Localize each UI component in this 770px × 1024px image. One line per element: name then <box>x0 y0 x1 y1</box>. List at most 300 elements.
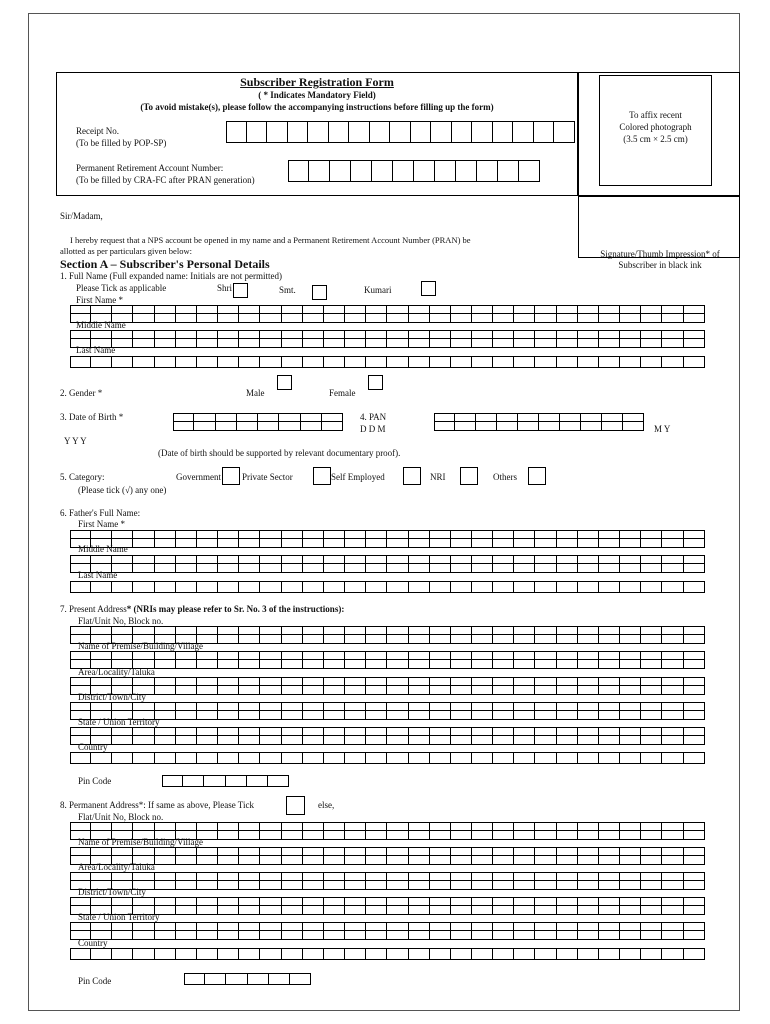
char-cell[interactable] <box>578 686 599 695</box>
char-cell[interactable] <box>155 897 176 906</box>
char-cell[interactable] <box>112 530 133 539</box>
char-cell[interactable] <box>431 121 452 143</box>
char-cell[interactable] <box>409 711 430 720</box>
char-cell[interactable] <box>387 872 408 881</box>
char-cell[interactable] <box>176 702 197 711</box>
char-cell[interactable] <box>282 897 303 906</box>
char-cell[interactable] <box>260 711 281 720</box>
char-cell[interactable] <box>345 539 366 548</box>
char-cell[interactable] <box>430 555 451 564</box>
char-cell[interactable] <box>451 635 472 644</box>
char-cell[interactable] <box>197 897 218 906</box>
char-cell[interactable] <box>218 660 239 669</box>
char-cell[interactable] <box>133 727 154 736</box>
char-cell[interactable] <box>366 881 387 890</box>
char-cell[interactable] <box>282 702 303 711</box>
char-cell[interactable] <box>641 539 662 548</box>
char-cell[interactable] <box>133 555 154 564</box>
char-cell[interactable] <box>387 822 408 831</box>
char-cell[interactable] <box>514 831 535 840</box>
char-cell[interactable] <box>472 530 493 539</box>
char-cell[interactable] <box>493 931 514 940</box>
char-cell[interactable] <box>366 356 387 368</box>
char-cell[interactable] <box>260 314 281 323</box>
char-cell[interactable] <box>620 539 641 548</box>
char-cell[interactable] <box>197 872 218 881</box>
char-cell[interactable] <box>176 356 197 368</box>
char-cell[interactable] <box>218 635 239 644</box>
char-cell[interactable] <box>578 711 599 720</box>
char-cell[interactable] <box>366 831 387 840</box>
char-cell[interactable] <box>641 897 662 906</box>
char-cell[interactable] <box>282 736 303 745</box>
char-cell[interactable] <box>641 856 662 865</box>
char-cell[interactable] <box>218 530 239 539</box>
char-cell[interactable] <box>451 314 472 323</box>
char-cell[interactable] <box>662 635 683 644</box>
char-cell[interactable] <box>641 881 662 890</box>
char-cell[interactable] <box>662 677 683 686</box>
char-cell[interactable] <box>176 305 197 314</box>
char-cell[interactable] <box>535 660 556 669</box>
char-cell[interactable] <box>282 356 303 368</box>
char-cell[interactable] <box>472 564 493 573</box>
char-cell[interactable] <box>303 702 324 711</box>
char-cell[interactable] <box>133 822 154 831</box>
char-cell[interactable] <box>260 872 281 881</box>
char-cell[interactable] <box>662 702 683 711</box>
char-cell[interactable] <box>599 831 620 840</box>
char-cell[interactable] <box>493 831 514 840</box>
char-cell[interactable] <box>684 872 705 881</box>
char-cell[interactable] <box>535 305 556 314</box>
char-cell[interactable] <box>112 948 133 960</box>
char-cell[interactable] <box>260 564 281 573</box>
char-cell[interactable] <box>303 530 324 539</box>
char-cell[interactable] <box>260 727 281 736</box>
char-cell[interactable] <box>387 711 408 720</box>
char-cell[interactable] <box>112 702 133 711</box>
char-cell[interactable] <box>303 881 324 890</box>
char-cell[interactable] <box>133 752 154 764</box>
char-cell[interactable] <box>239 564 260 573</box>
char-cell[interactable] <box>155 677 176 686</box>
char-cell[interactable] <box>560 413 581 422</box>
char-cell[interactable] <box>409 906 430 915</box>
char-cell[interactable] <box>387 555 408 564</box>
char-cell[interactable] <box>155 626 176 635</box>
char-cell[interactable] <box>133 931 154 940</box>
char-cell[interactable] <box>684 356 705 368</box>
char-cell[interactable] <box>599 305 620 314</box>
char-cell[interactable] <box>578 635 599 644</box>
char-cell[interactable] <box>324 339 345 348</box>
char-cell[interactable] <box>288 121 309 143</box>
char-cell[interactable] <box>684 906 705 915</box>
char-cell[interactable] <box>239 922 260 931</box>
char-cell[interactable] <box>218 822 239 831</box>
char-cell[interactable] <box>409 752 430 764</box>
char-cell[interactable] <box>472 314 493 323</box>
char-cell[interactable] <box>282 530 303 539</box>
char-cell[interactable] <box>514 305 535 314</box>
char-cell[interactable] <box>91 702 112 711</box>
char-cell[interactable] <box>70 626 91 635</box>
char-cell[interactable] <box>387 897 408 906</box>
char-cell[interactable] <box>451 530 472 539</box>
char-cell[interactable] <box>599 555 620 564</box>
char-cell[interactable] <box>578 581 599 593</box>
char-cell[interactable] <box>514 948 535 960</box>
char-cell[interactable] <box>303 555 324 564</box>
q7-premise-input[interactable] <box>70 651 705 669</box>
char-cell[interactable] <box>451 555 472 564</box>
char-cell[interactable] <box>324 931 345 940</box>
char-cell[interactable] <box>599 931 620 940</box>
char-cell[interactable] <box>599 752 620 764</box>
char-cell[interactable] <box>248 973 269 985</box>
char-cell[interactable] <box>133 314 154 323</box>
char-cell[interactable] <box>518 422 539 431</box>
char-cell[interactable] <box>112 305 133 314</box>
char-cell[interactable] <box>535 581 556 593</box>
char-cell[interactable] <box>387 677 408 686</box>
char-cell[interactable] <box>599 822 620 831</box>
char-cell[interactable] <box>620 626 641 635</box>
char-cell[interactable] <box>290 973 311 985</box>
char-cell[interactable] <box>409 555 430 564</box>
char-cell[interactable] <box>70 702 91 711</box>
char-cell[interactable] <box>324 530 345 539</box>
char-cell[interactable] <box>493 314 514 323</box>
char-cell[interactable] <box>197 581 218 593</box>
char-cell[interactable] <box>345 856 366 865</box>
char-cell[interactable] <box>345 356 366 368</box>
char-cell[interactable] <box>176 897 197 906</box>
char-cell[interactable] <box>599 530 620 539</box>
char-cell[interactable] <box>662 330 683 339</box>
char-cell[interactable] <box>455 413 476 422</box>
char-cell[interactable] <box>557 736 578 745</box>
char-cell[interactable] <box>662 686 683 695</box>
char-cell[interactable] <box>133 305 154 314</box>
char-cell[interactable] <box>260 922 281 931</box>
char-cell[interactable] <box>578 702 599 711</box>
char-cell[interactable] <box>91 356 112 368</box>
char-cell[interactable] <box>620 847 641 856</box>
char-cell[interactable] <box>324 626 345 635</box>
char-cell[interactable] <box>282 686 303 695</box>
char-cell[interactable] <box>282 856 303 865</box>
char-cell[interactable] <box>662 906 683 915</box>
char-cell[interactable] <box>349 121 370 143</box>
char-cell[interactable] <box>578 651 599 660</box>
char-cell[interactable] <box>578 922 599 931</box>
male-checkbox[interactable] <box>277 375 292 390</box>
char-cell[interactable] <box>662 555 683 564</box>
char-cell[interactable] <box>279 413 300 422</box>
char-cell[interactable] <box>218 856 239 865</box>
char-cell[interactable] <box>472 897 493 906</box>
char-cell[interactable] <box>513 121 534 143</box>
gov-checkbox[interactable] <box>222 467 240 485</box>
char-cell[interactable] <box>176 872 197 881</box>
char-cell[interactable] <box>387 727 408 736</box>
char-cell[interactable] <box>557 702 578 711</box>
q7-area-input[interactable] <box>70 677 705 695</box>
char-cell[interactable] <box>133 356 154 368</box>
char-cell[interactable] <box>451 752 472 764</box>
char-cell[interactable] <box>324 356 345 368</box>
char-cell[interactable] <box>493 922 514 931</box>
char-cell[interactable] <box>493 530 514 539</box>
char-cell[interactable] <box>662 752 683 764</box>
char-cell[interactable] <box>366 702 387 711</box>
char-cell[interactable] <box>684 752 705 764</box>
char-cell[interactable] <box>366 635 387 644</box>
char-cell[interactable] <box>430 727 451 736</box>
char-cell[interactable] <box>366 660 387 669</box>
char-cell[interactable] <box>578 339 599 348</box>
char-cell[interactable] <box>197 564 218 573</box>
char-cell[interactable] <box>409 727 430 736</box>
char-cell[interactable] <box>409 330 430 339</box>
char-cell[interactable] <box>451 931 472 940</box>
char-cell[interactable] <box>493 897 514 906</box>
char-cell[interactable] <box>387 539 408 548</box>
char-cell[interactable] <box>366 686 387 695</box>
char-cell[interactable] <box>197 660 218 669</box>
char-cell[interactable] <box>535 727 556 736</box>
char-cell[interactable] <box>451 831 472 840</box>
char-cell[interactable] <box>599 897 620 906</box>
char-cell[interactable] <box>176 752 197 764</box>
char-cell[interactable] <box>303 356 324 368</box>
char-cell[interactable] <box>409 539 430 548</box>
char-cell[interactable] <box>133 530 154 539</box>
char-cell[interactable] <box>557 931 578 940</box>
char-cell[interactable] <box>197 922 218 931</box>
char-cell[interactable] <box>324 564 345 573</box>
char-cell[interactable] <box>155 356 176 368</box>
char-cell[interactable] <box>535 651 556 660</box>
char-cell[interactable] <box>387 931 408 940</box>
char-cell[interactable] <box>387 831 408 840</box>
char-cell[interactable] <box>641 736 662 745</box>
char-cell[interactable] <box>155 564 176 573</box>
q1-first-name-input[interactable] <box>70 305 705 323</box>
char-cell[interactable] <box>176 660 197 669</box>
char-cell[interactable] <box>387 702 408 711</box>
char-cell[interactable] <box>282 922 303 931</box>
char-cell[interactable] <box>197 356 218 368</box>
char-cell[interactable] <box>493 872 514 881</box>
char-cell[interactable] <box>366 339 387 348</box>
char-cell[interactable] <box>260 931 281 940</box>
char-cell[interactable] <box>409 635 430 644</box>
pan-input[interactable] <box>434 413 644 431</box>
char-cell[interactable] <box>641 686 662 695</box>
char-cell[interactable] <box>477 160 498 182</box>
char-cell[interactable] <box>684 922 705 931</box>
char-cell[interactable] <box>409 948 430 960</box>
char-cell[interactable] <box>430 847 451 856</box>
char-cell[interactable] <box>430 752 451 764</box>
char-cell[interactable] <box>451 581 472 593</box>
char-cell[interactable] <box>599 736 620 745</box>
char-cell[interactable] <box>493 702 514 711</box>
char-cell[interactable] <box>282 822 303 831</box>
char-cell[interactable] <box>218 564 239 573</box>
char-cell[interactable] <box>662 356 683 368</box>
char-cell[interactable] <box>112 677 133 686</box>
char-cell[interactable] <box>366 555 387 564</box>
char-cell[interactable] <box>197 752 218 764</box>
char-cell[interactable] <box>430 702 451 711</box>
char-cell[interactable] <box>620 922 641 931</box>
char-cell[interactable] <box>91 822 112 831</box>
char-cell[interactable] <box>623 413 644 422</box>
char-cell[interactable] <box>324 822 345 831</box>
char-cell[interactable] <box>70 822 91 831</box>
char-cell[interactable] <box>557 822 578 831</box>
char-cell[interactable] <box>239 539 260 548</box>
char-cell[interactable] <box>578 330 599 339</box>
char-cell[interactable] <box>434 413 455 422</box>
char-cell[interactable] <box>451 702 472 711</box>
char-cell[interactable] <box>205 973 226 985</box>
char-cell[interactable] <box>602 422 623 431</box>
char-cell[interactable] <box>493 339 514 348</box>
char-cell[interactable] <box>260 736 281 745</box>
char-cell[interactable] <box>451 564 472 573</box>
pran-input[interactable] <box>288 160 540 182</box>
char-cell[interactable] <box>282 872 303 881</box>
char-cell[interactable] <box>372 160 393 182</box>
char-cell[interactable] <box>493 711 514 720</box>
char-cell[interactable] <box>218 906 239 915</box>
char-cell[interactable] <box>197 330 218 339</box>
char-cell[interactable] <box>345 314 366 323</box>
char-cell[interactable] <box>282 881 303 890</box>
char-cell[interactable] <box>218 581 239 593</box>
char-cell[interactable] <box>599 539 620 548</box>
char-cell[interactable] <box>430 686 451 695</box>
char-cell[interactable] <box>472 581 493 593</box>
char-cell[interactable] <box>218 711 239 720</box>
char-cell[interactable] <box>599 330 620 339</box>
char-cell[interactable] <box>409 922 430 931</box>
char-cell[interactable] <box>620 856 641 865</box>
char-cell[interactable] <box>620 752 641 764</box>
char-cell[interactable] <box>387 922 408 931</box>
char-cell[interactable] <box>112 847 133 856</box>
char-cell[interactable] <box>620 564 641 573</box>
char-cell[interactable] <box>641 948 662 960</box>
char-cell[interactable] <box>514 539 535 548</box>
char-cell[interactable] <box>472 736 493 745</box>
char-cell[interactable] <box>260 847 281 856</box>
char-cell[interactable] <box>133 948 154 960</box>
char-cell[interactable] <box>557 897 578 906</box>
char-cell[interactable] <box>239 626 260 635</box>
char-cell[interactable] <box>620 635 641 644</box>
q7-pin-input[interactable] <box>162 775 289 787</box>
char-cell[interactable] <box>112 931 133 940</box>
char-cell[interactable] <box>662 872 683 881</box>
char-cell[interactable] <box>366 711 387 720</box>
char-cell[interactable] <box>641 555 662 564</box>
char-cell[interactable] <box>557 881 578 890</box>
char-cell[interactable] <box>239 727 260 736</box>
char-cell[interactable] <box>451 660 472 669</box>
char-cell[interactable] <box>91 530 112 539</box>
char-cell[interactable] <box>366 539 387 548</box>
char-cell[interactable] <box>557 555 578 564</box>
char-cell[interactable] <box>581 413 602 422</box>
char-cell[interactable] <box>514 727 535 736</box>
char-cell[interactable] <box>620 581 641 593</box>
char-cell[interactable] <box>620 906 641 915</box>
char-cell[interactable] <box>514 635 535 644</box>
char-cell[interactable] <box>324 651 345 660</box>
char-cell[interactable] <box>620 872 641 881</box>
char-cell[interactable] <box>260 651 281 660</box>
char-cell[interactable] <box>91 677 112 686</box>
char-cell[interactable] <box>620 931 641 940</box>
char-cell[interactable] <box>641 356 662 368</box>
char-cell[interactable] <box>451 305 472 314</box>
char-cell[interactable] <box>430 831 451 840</box>
char-cell[interactable] <box>176 922 197 931</box>
char-cell[interactable] <box>684 856 705 865</box>
char-cell[interactable] <box>472 305 493 314</box>
char-cell[interactable] <box>514 651 535 660</box>
char-cell[interactable] <box>155 330 176 339</box>
char-cell[interactable] <box>387 356 408 368</box>
char-cell[interactable] <box>345 881 366 890</box>
char-cell[interactable] <box>535 539 556 548</box>
char-cell[interactable] <box>620 881 641 890</box>
char-cell[interactable] <box>514 555 535 564</box>
char-cell[interactable] <box>662 626 683 635</box>
char-cell[interactable] <box>578 356 599 368</box>
smt-checkbox[interactable] <box>312 285 327 300</box>
char-cell[interactable] <box>70 922 91 931</box>
char-cell[interactable] <box>366 330 387 339</box>
char-cell[interactable] <box>602 413 623 422</box>
char-cell[interactable] <box>620 702 641 711</box>
char-cell[interactable] <box>557 677 578 686</box>
char-cell[interactable] <box>324 922 345 931</box>
char-cell[interactable] <box>599 626 620 635</box>
char-cell[interactable] <box>641 847 662 856</box>
char-cell[interactable] <box>303 635 324 644</box>
char-cell[interactable] <box>387 906 408 915</box>
char-cell[interactable] <box>684 822 705 831</box>
char-cell[interactable] <box>430 736 451 745</box>
char-cell[interactable] <box>239 330 260 339</box>
char-cell[interactable] <box>430 677 451 686</box>
char-cell[interactable] <box>535 881 556 890</box>
char-cell[interactable] <box>112 330 133 339</box>
char-cell[interactable] <box>557 752 578 764</box>
char-cell[interactable] <box>684 736 705 745</box>
char-cell[interactable] <box>535 856 556 865</box>
char-cell[interactable] <box>451 539 472 548</box>
char-cell[interactable] <box>451 727 472 736</box>
char-cell[interactable] <box>514 847 535 856</box>
